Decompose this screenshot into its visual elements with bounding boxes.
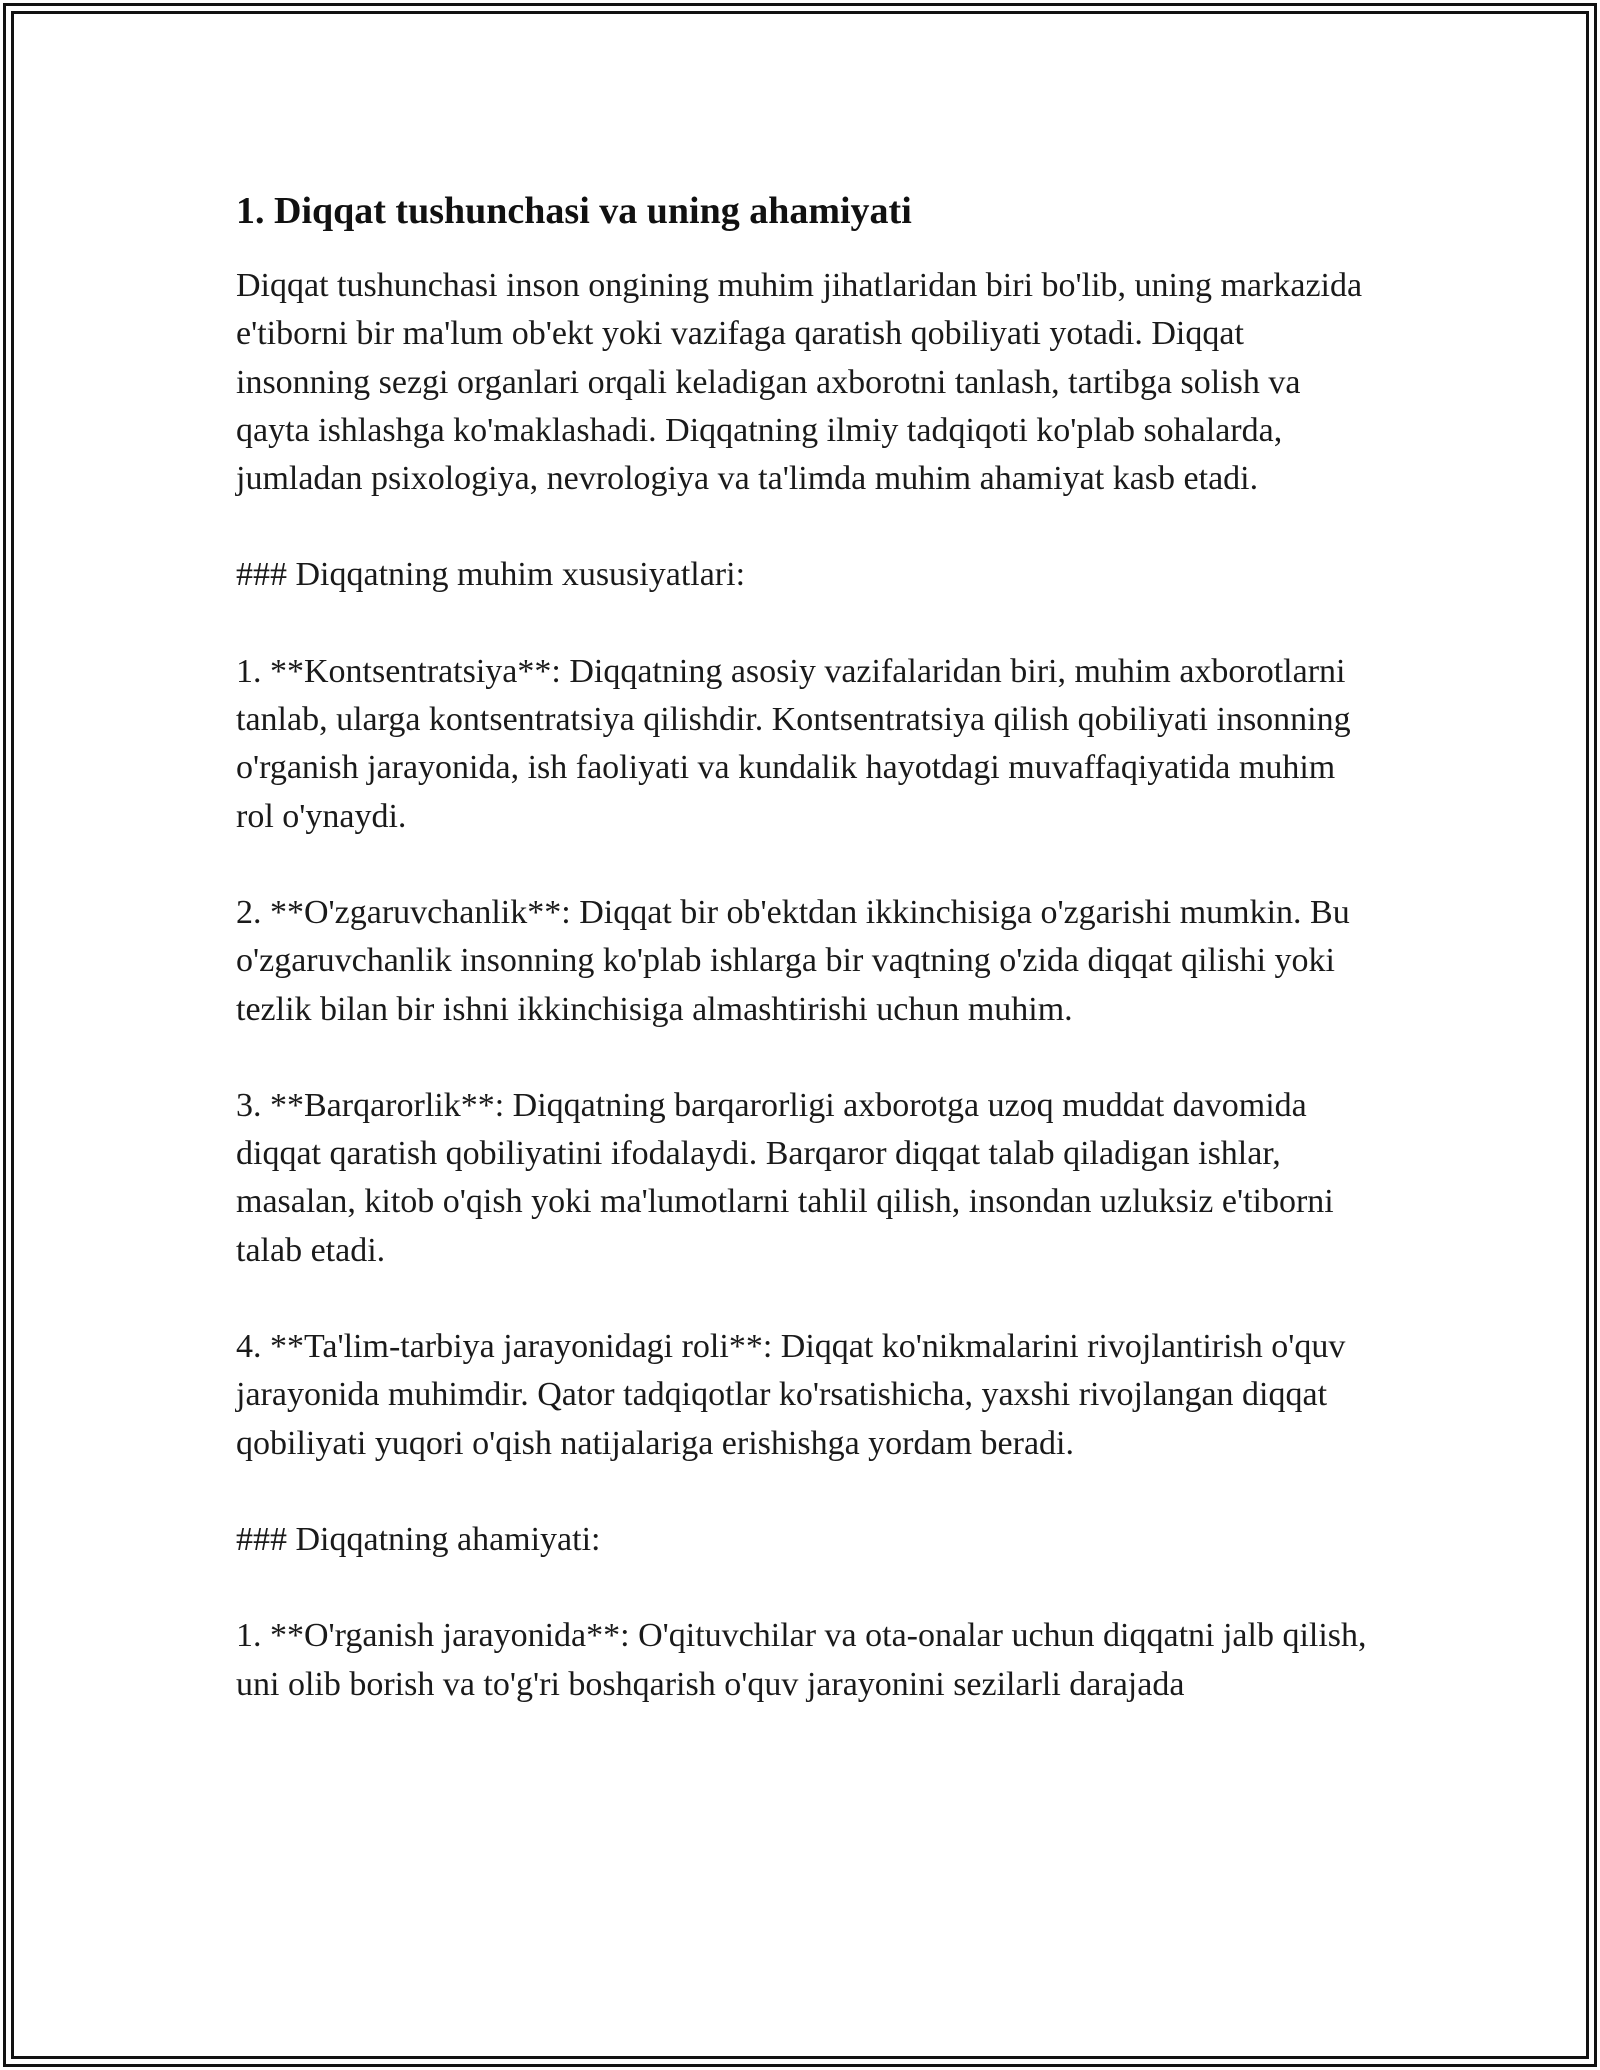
section-heading-features: ### Diqqatning muhim xususiyatlari: bbox=[236, 556, 746, 594]
list-item-variability: 2. **O'zgaruvchanlik**: Diqqat bir ob'ektdan ikkinchisiga o'zgarishi mumkin. Bu o'zgaruvchanlik insonning ko'plab ishlarga bir vaqtning o'zida diqqat qilishi yoki tezlik bilan bir ishni ikkinchisiga almashtirishi uchun muhim. bbox=[236, 893, 1350, 1028]
list-item-concentration: 1. **Kontsentratsiya**: Diqqatning asosiy vazifalaridan biri, muhim axborotlarni tanlab, ularga kontsentratsiya qilishdir. Kontsentratsiya qilish qobiliyati insonning o'rganish jarayonida, ish faoliyati va kundalik hayotdagi muvaffaqiyatida muhim rol o'ynaydi. bbox=[236, 652, 1351, 835]
list-item-stability: 3. **Barqarorlik**: Diqqatning barqarorligi axborotga uzoq muddat davomida diqqat qaratish qobiliyatini ifodalaydi. Barqaror diqqat talab qiladigan ishlar, masalan, kitob o'qish yoki ma'lumotlarni tahlil qilish, insondan uzluksiz e'tiborni talab etadi. bbox=[236, 1086, 1334, 1269]
document-body bbox=[236, 186, 1376, 1709]
list-item-learning-process: 1. **O'rganish jarayonida**: O'qituvchilar va ota-onalar uchun diqqatni jalb qilish, uni olib borish va to'g'ri boshqarish o'quv jarayonini sezilarli darajada bbox=[236, 1617, 1367, 1703]
document-title: 1. Diqqat tushunchasi va uning ahamiyati bbox=[236, 190, 912, 232]
list-item-education-role: 4. **Ta'lim-tarbiya jarayonidagi roli**: Diqqat ko'nikmalarini rivojlantirish o'quv jarayonida muhimdir. Qator tadqiqotlar ko'rsatishicha, yaxshi rivojlangan diqqat qobiliyati yuqori o'qish natijalariga erishishga yordam beradi. bbox=[236, 1328, 1346, 1462]
section-heading-importance: ### Diqqatning ahamiyati: bbox=[236, 1520, 601, 1558]
intro-paragraph: Diqqat tushunchasi inson ongining muhim jihatlaridan biri bo'lib, uning markazida e'tiborni bir ma'lum ob'ekt yoki vazifaga qaratish qobiliyati yotadi. Diqqat insonning sezgi organlari orqali keladigan axborotni tanlash, tartibga solish va qayta ishlashga ko'maklashadi. Diqqatning ilmiy tadqiqoti ko'plab sohalarda, jumladan psixologiya, nevrologiya va ta'limda muhim ahamiyat kasb etadi. bbox=[236, 267, 1363, 498]
